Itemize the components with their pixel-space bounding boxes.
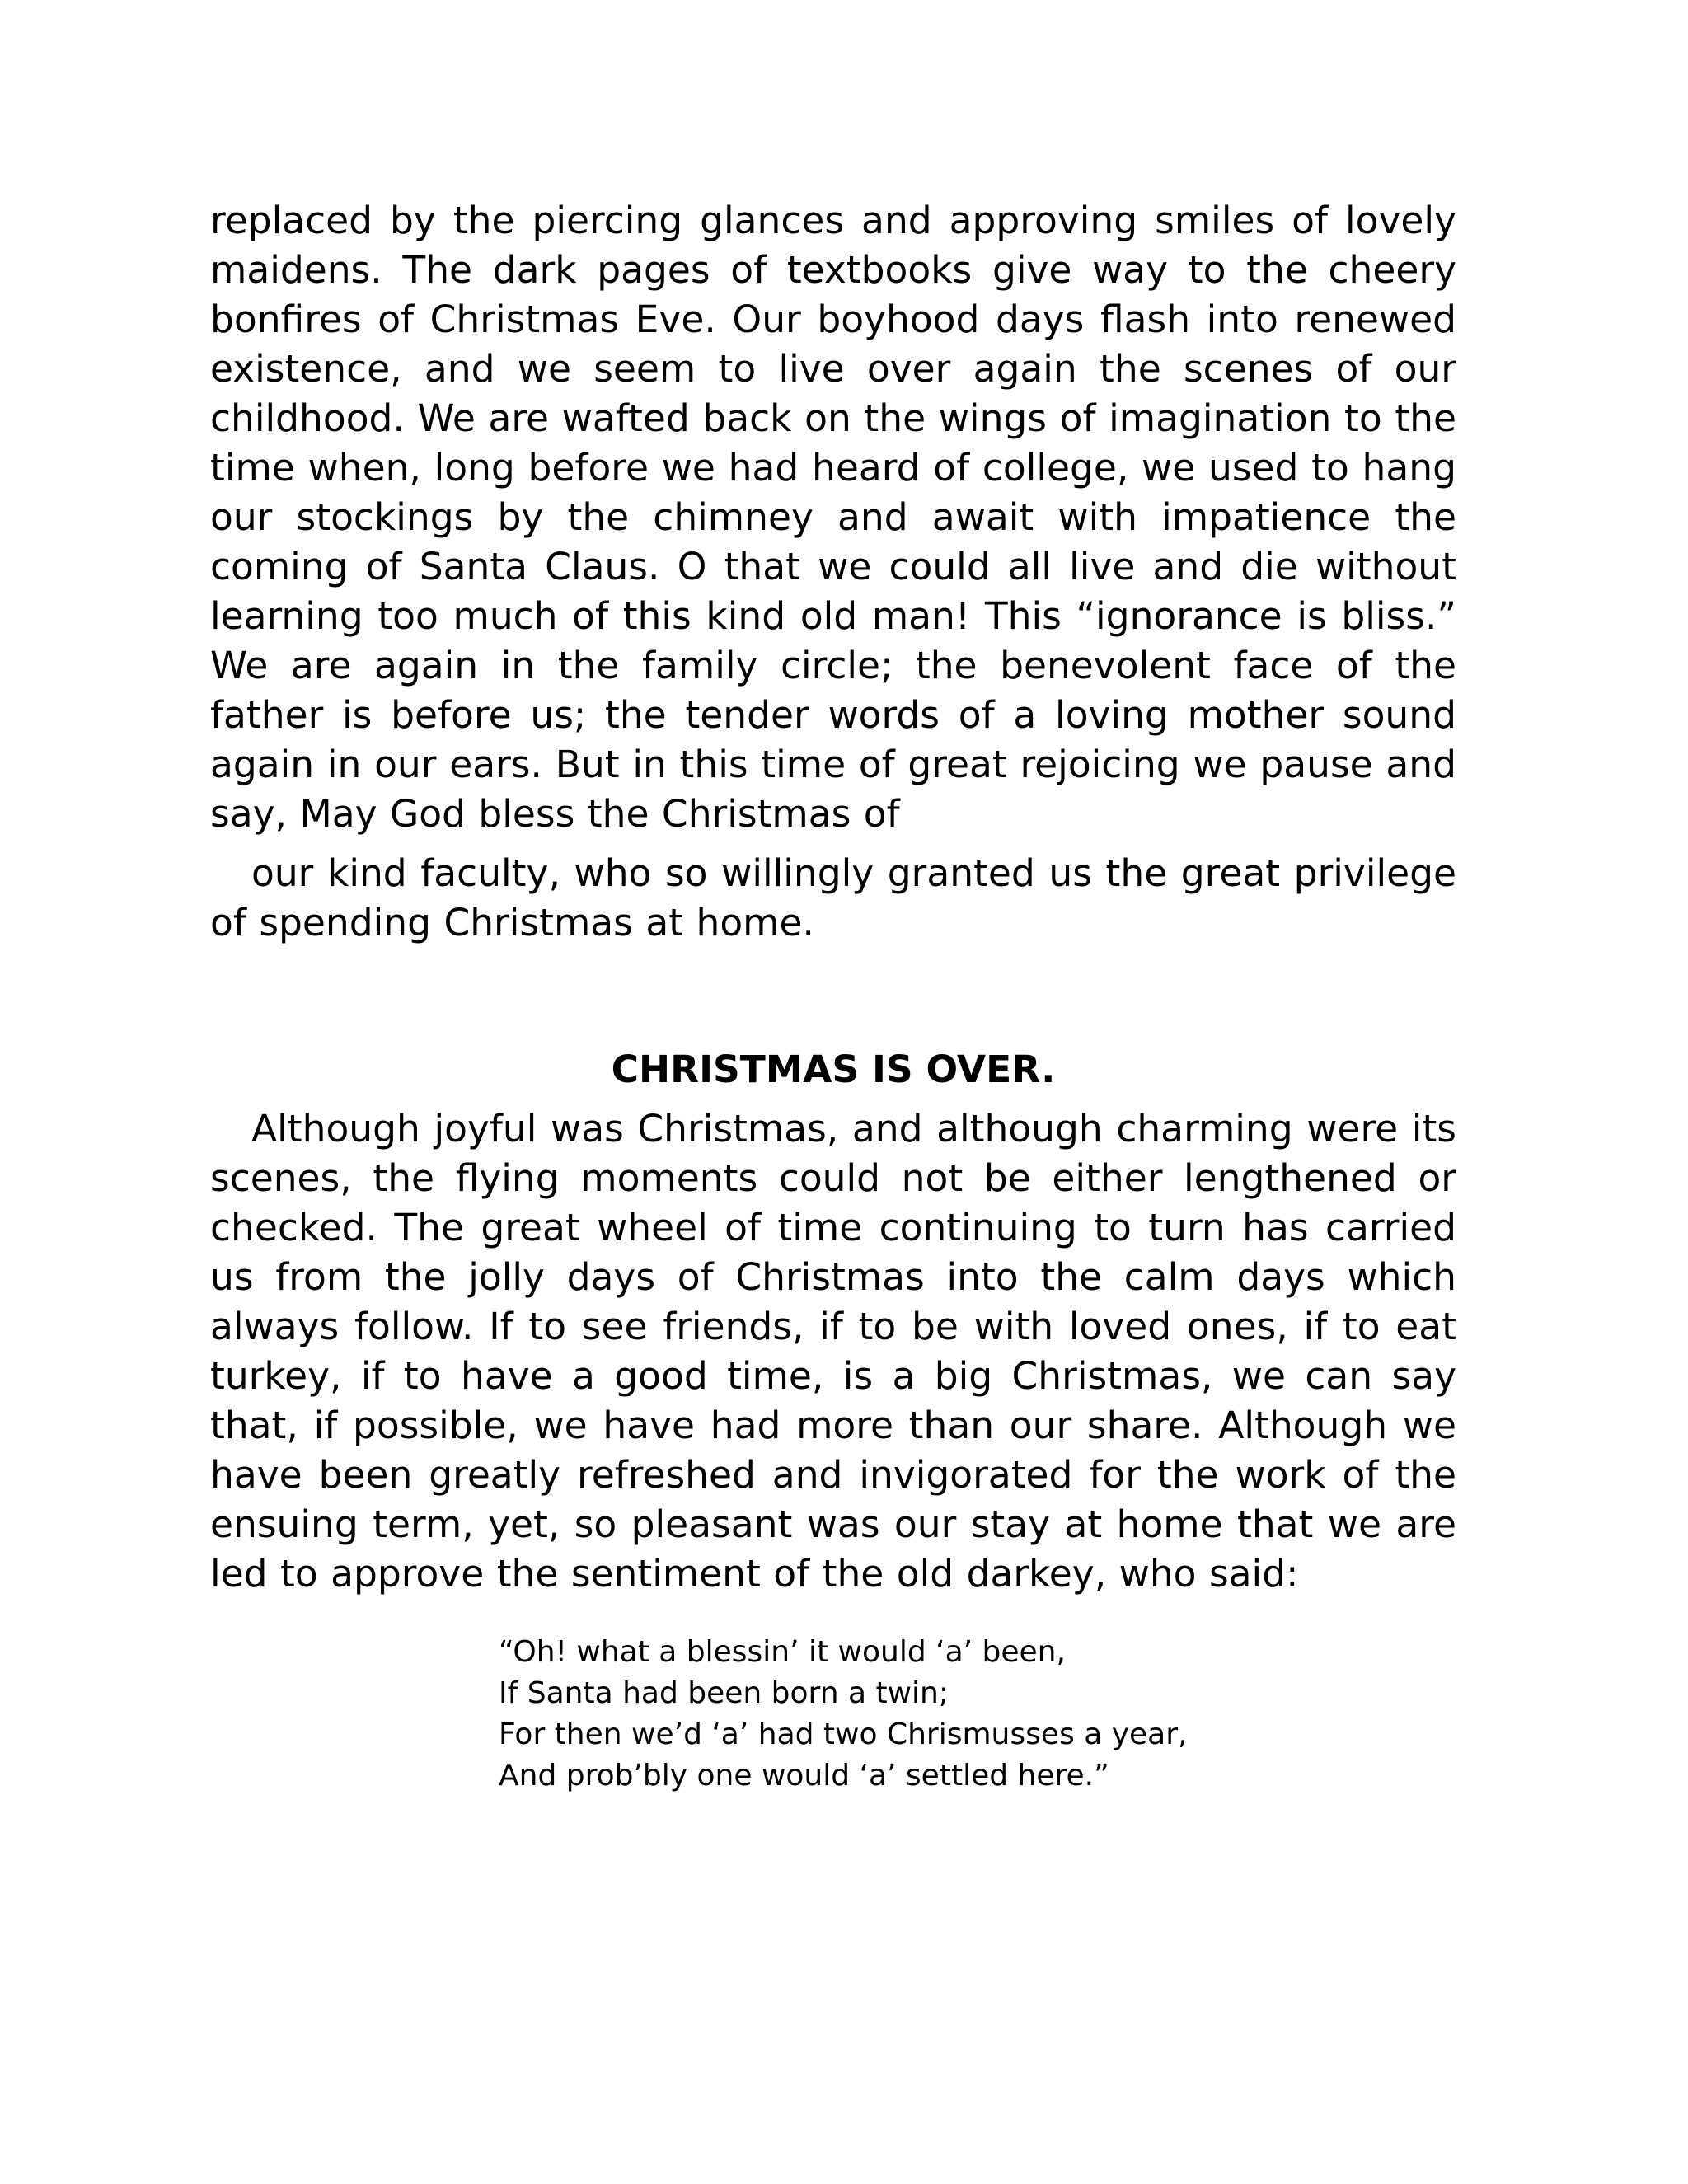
verse-line-4: And prob’bly one would ‘a’ settled here.” bbox=[499, 1759, 1109, 1793]
verse-spacer bbox=[210, 1599, 1456, 1632]
section-heading: CHRISTMAS IS OVER. bbox=[611, 1047, 1056, 1091]
verse-line-2: If Santa had been born a twin; bbox=[499, 1676, 949, 1710]
heading-spacer bbox=[210, 1094, 1456, 1104]
verse-block bbox=[499, 1632, 1456, 1797]
document-page bbox=[210, 196, 1456, 1797]
paragraph-spacer bbox=[210, 839, 1456, 849]
verse-line-1: “Oh! what a blessin’ it would ‘a’ been, bbox=[499, 1635, 1066, 1669]
verse-line-3: For then we’d ‘a’ had two Chrismusses a year, bbox=[499, 1718, 1188, 1751]
section-spacer bbox=[210, 948, 1456, 1045]
paragraph-christmas-over: Although joyful was Christmas, and although charming were its scenes, the flying moments could not be either lengthened or checked. The great wheel of time continuing to turn has carried us from the jolly days of Christmas into the calm days which always follow. If to see friends, if to be with loved ones, if to eat turkey, if to have a good time, is a big Christmas, we can say that, if possible, we have had more than our share. Although we have been greatly refreshed and invigorated for the work of the ensuing term, yet, so pleasant was our stay at home that we are led to approve the sentiment of the old darkey, who said: bbox=[210, 1107, 1456, 1596]
paragraph-faculty: our kind faculty, who so willingly granted us the great privilege of spending Christmas at home. bbox=[210, 851, 1456, 944]
paragraph-continued: replaced by the piercing glances and approving smiles of lovely maidens. The dark pages of textbooks give way to the cheery bonfires of Christmas Eve. Our boyhood days flash into renewed existence, and we seem to live over again the scenes of our childhood. We are wafted back on the wings of imagination to the time when, long before we had heard of college, we used to hang our stockings by the chimney and await with impatience the coming of Santa Claus. O that we could all live and die without learning too much of this kind old man! This “ignorance is bliss.” We are again in the family circle; the benevolent face of the father is before us; the tender words of a loving mother sound again in our ears. But in this time of great rejoicing we pause and say, May God bless the Christmas of bbox=[210, 199, 1456, 836]
